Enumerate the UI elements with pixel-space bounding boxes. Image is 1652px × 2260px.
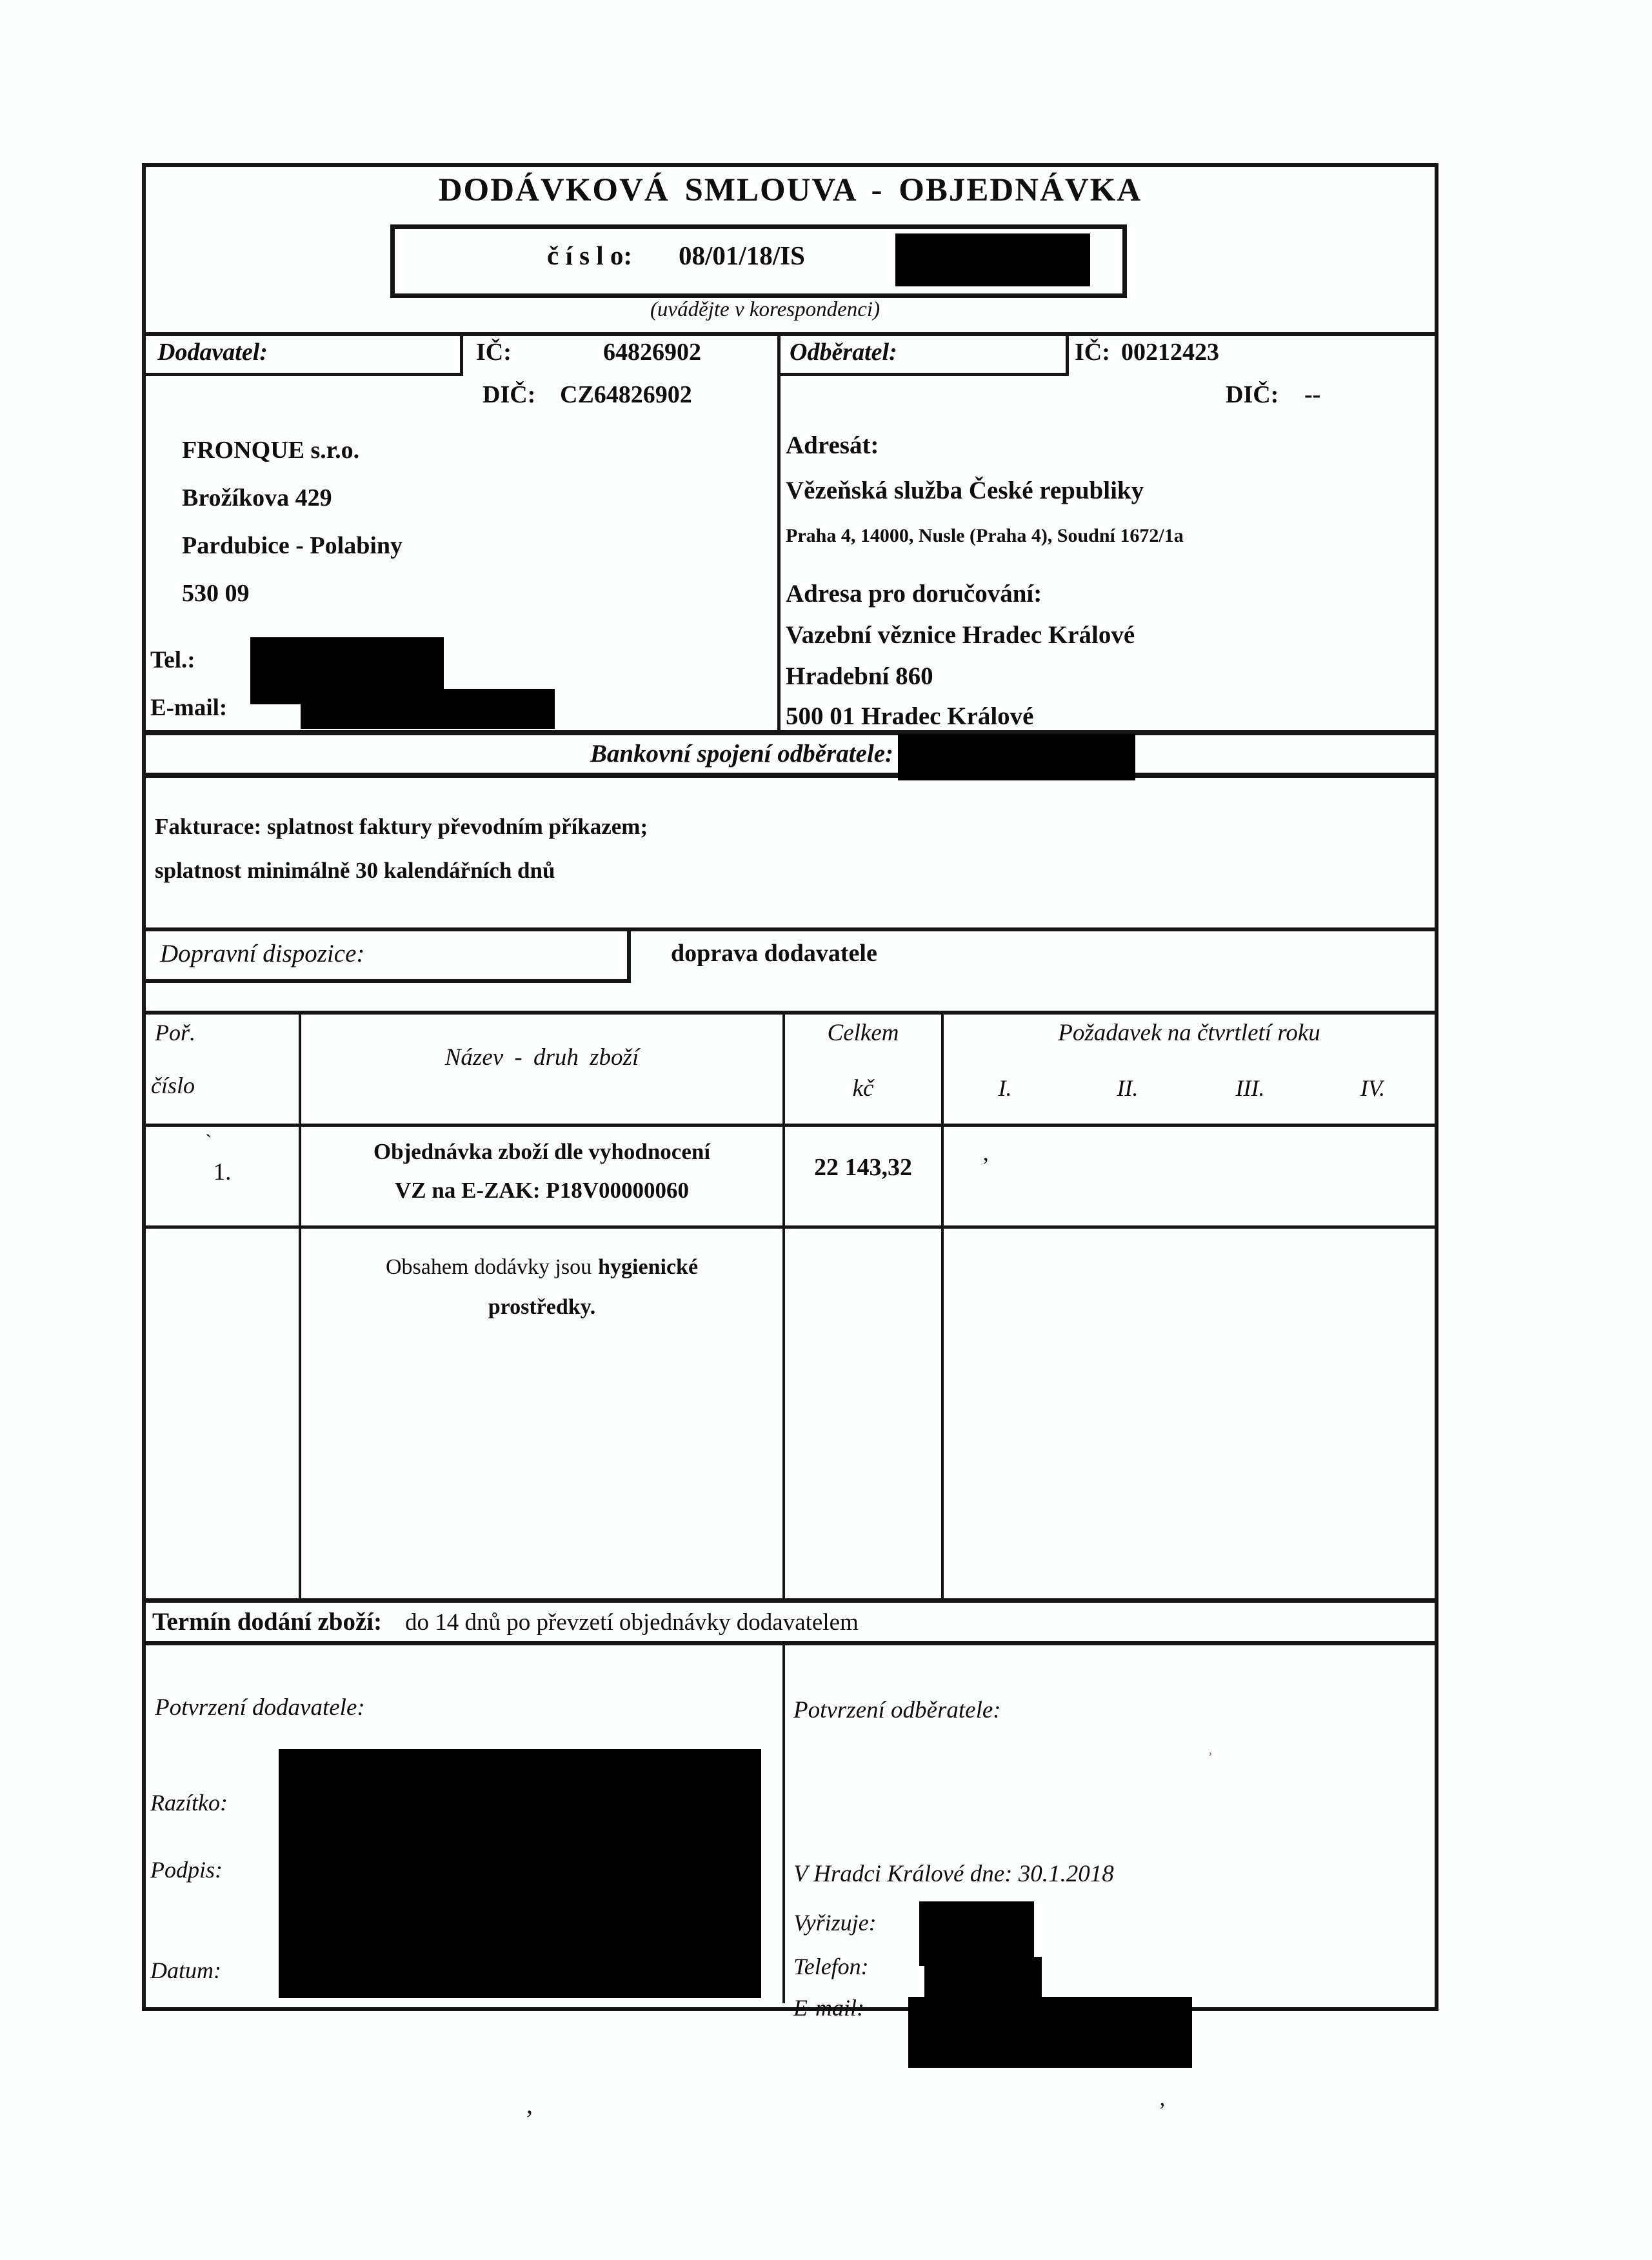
items-col-quarters: Požadavek na čtvrtletí roku (1058, 1020, 1320, 1046)
supplier-dic-value: CZ64826902 (560, 381, 692, 408)
supplier-email-label: E-mail: (150, 695, 228, 721)
item-row2-name-line1 (301, 1255, 782, 1280)
item-row1-total: 22 143,32 (814, 1154, 912, 1181)
items-table-top (146, 1011, 1435, 1015)
date-label: Datum: (150, 1958, 221, 1983)
supplier-address-line-4: 530 09 (182, 580, 250, 607)
item-row1-name-line2: VZ na E-ZAK: P18V00000060 (395, 1178, 689, 1203)
items-col-name: Název - druh zboží (444, 1044, 639, 1071)
items-col-total-line2: kč (852, 1075, 874, 1102)
quarter-label-1: I. (998, 1075, 1012, 1101)
customer-ic-label: IČ: (1075, 339, 1110, 366)
delivery-term-label: Termín dodání zboží: (152, 1608, 383, 1636)
supplier-dic-label: DIČ: (483, 381, 536, 408)
customer-label: Odběratel: (790, 339, 897, 366)
supplier-address-line-3: Pardubice - Polabiny (182, 532, 403, 559)
contract-number-label: č í s l o: (547, 241, 633, 270)
confirmation-supplier-label: Potvrzení dodavatele: (155, 1694, 365, 1721)
customer-delivery-line-1: Vazební věznice Hradec Králové (786, 621, 1135, 649)
items-header-bottom (146, 1124, 1435, 1127)
divider-bank-bottom (146, 773, 1435, 778)
item-row1-name-line1: Objednávka zboží dle vyhodnocení (373, 1139, 711, 1164)
customer-delivery-line-3: 500 01 Hradec Králové (786, 702, 1034, 730)
items-col-no-line1: Poř. (155, 1020, 195, 1046)
quarter-label-4: IV. (1360, 1075, 1386, 1101)
item-row2-name-bold1: hygienické (598, 1255, 699, 1279)
item-row2-name-line2: prostředky. (488, 1295, 596, 1319)
redaction-handler (919, 1901, 1034, 1966)
scan-mark-quarter-area: ˒ (1208, 1741, 1213, 1760)
customer-addressee-label: Adresát: (786, 431, 879, 459)
page-title: DODÁVKOVÁ SMLOUVA - OBJEDNÁVKA (438, 172, 1142, 208)
contract-number-value: 08/01/18/IS (679, 241, 805, 270)
supplier-ic-label: IČ: (476, 339, 512, 366)
customer-dic-value: -- (1304, 381, 1321, 408)
invoicing-line-2: splatnost minimálně 30 kalendářních dnů (155, 858, 555, 883)
customer-delivery-label: Adresa pro doručování: (786, 580, 1042, 608)
confirmation-customer-label: Potvrzení odběratele: (793, 1697, 1001, 1723)
redaction-customer-email (908, 1997, 1192, 2068)
stamp-label: Razítko: (150, 1790, 228, 1816)
bank-label: Bankovní spojení odběratele: (590, 740, 893, 768)
customer-dic-label: DIČ: (1226, 381, 1279, 408)
redaction-stamp-signature (279, 1749, 761, 1998)
divider-term-bottom (146, 1641, 1435, 1645)
redaction-contract-number (895, 233, 1090, 286)
divider-term-top (146, 1598, 1435, 1603)
supplier-address-line-2: Brožíkova 429 (182, 484, 332, 511)
confirmation-email-label: E-mail: (793, 1995, 864, 2021)
item-row1-quarter-mark: ’ (982, 1153, 990, 1178)
items-row1-bottom (146, 1225, 1435, 1229)
items-col-no-line2: číslo (151, 1073, 195, 1098)
quarter-label-3: III. (1235, 1075, 1265, 1101)
transport-label: Dopravní dispozice: (160, 940, 365, 967)
customer-ic-value: 00212423 (1121, 339, 1219, 366)
scan-tick-mark: ˋ (205, 1130, 212, 1153)
customer-delivery-line-2: Hradební 860 (786, 662, 933, 690)
customer-addressee-detail: Praha 4, 14000, Nusle (Praha 4), Soudní 1672/1a (786, 525, 1184, 546)
place-date: V Hradci Králové dne: 30.1.2018 (793, 1861, 1114, 1887)
item-row2-name-regular: Obsahem dodávky jsou (385, 1255, 592, 1279)
signature-label: Podpis: (150, 1857, 223, 1883)
divider-bank-top (146, 730, 1435, 735)
divider-parties (777, 332, 781, 730)
number-note: (uvádějte v korespondenci) (650, 298, 881, 321)
invoicing-line-1: Fakturace: splatnost faktury převodním příkazem; (155, 814, 648, 839)
scan-mark-bottom-right: ’ (1159, 2099, 1166, 2123)
handler-label: Vyřizuje: (793, 1910, 877, 1936)
supplier-label: Dodavatel: (157, 339, 268, 366)
items-col-total-line1: Celkem (827, 1020, 899, 1046)
customer-addressee-name: Vězeňská služba České republiky (786, 477, 1144, 504)
redaction-bank-account (898, 734, 1135, 780)
divider-confirmation (782, 1645, 785, 2003)
supplier-tel-label: Tel.: (150, 647, 195, 673)
quarter-label-2: II. (1117, 1075, 1139, 1101)
scan-mark-bottom-left: ’ (525, 2105, 534, 2134)
delivery-term-value: do 14 dnů po převzetí objednávky dodavatelem (405, 1609, 859, 1636)
redaction-supplier-email (301, 689, 555, 729)
supplier-address-line-1: FRONQUE s.r.o. (182, 437, 360, 464)
item-row1-number: 1. (213, 1159, 232, 1185)
phone-label: Telefon: (793, 1954, 869, 1979)
supplier-ic-value: 64826902 (603, 339, 701, 366)
transport-value: doprava dodavatele (671, 940, 877, 967)
